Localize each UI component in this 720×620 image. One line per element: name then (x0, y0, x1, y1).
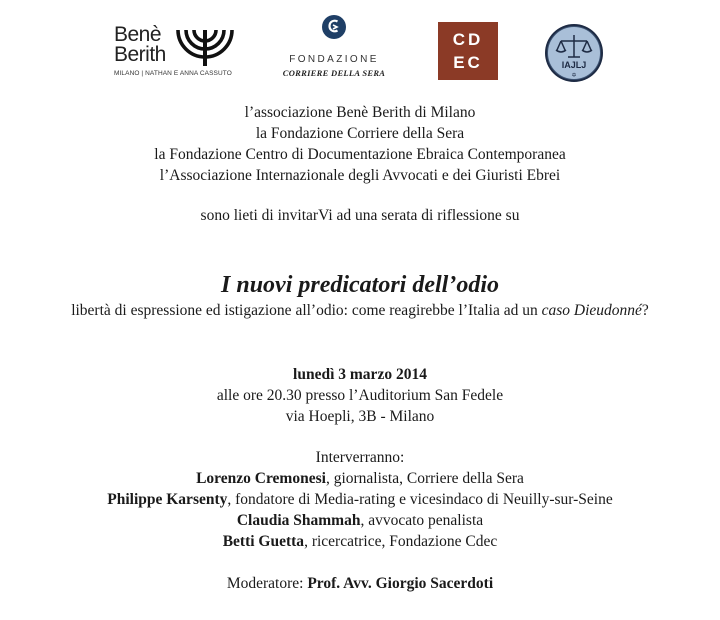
speaker-line (0, 534, 720, 550)
event-subtitle (0, 303, 720, 319)
event-title: I nuovi predicatori dell’odio (221, 272, 499, 298)
star-of-david-icon: ✡ (571, 72, 577, 79)
speaker-role: , avvocato penalista (360, 512, 484, 529)
host-line: l’associazione Benè Berith di Milano (244, 104, 476, 121)
speaker-name: Betti Guetta (222, 533, 305, 550)
invite-line: sono lieti di invitarVi ad una serata di riflessione su (200, 207, 520, 224)
moderator-name: Prof. Avv. Giorgio Sacerdoti (307, 575, 494, 592)
cdec-logo-row1: CD (452, 30, 484, 49)
speaker-line (0, 513, 720, 529)
logo-bar (0, 0, 720, 90)
speaker-name: Lorenzo Cremonesi (196, 470, 326, 487)
menorah-arcs-icon (174, 26, 236, 68)
bene-berith-logo (114, 22, 238, 82)
bene-berith-logo-word1: Benè (114, 23, 162, 46)
host-line: la Fondazione Corriere della Sera (255, 125, 465, 142)
speaker-role: , ricercatrice, Fondazione Cdec (304, 533, 498, 550)
speaker-line (0, 492, 720, 508)
speakers-heading: Interverranno: (315, 449, 405, 466)
iajlj-seal-logo (544, 23, 604, 83)
speaker-line (0, 471, 720, 487)
host-line: l’Associazione Internazionale degli Avvocati e dei Giuristi Ebrei (159, 167, 561, 184)
speaker-role: , fondatore di Media-rating e vicesindaco di Neuilly-sur-Seine (227, 491, 613, 508)
fondazione-logo-line2: CORRIERE DELLA SERA (282, 68, 386, 78)
event-time-place: alle ore 20.30 presso l’Auditorium San Fedele (216, 387, 504, 404)
cdec-logo (438, 22, 498, 80)
event-subtitle-suffix: ? (641, 302, 649, 319)
bene-berith-logo-word2: Berith (114, 43, 166, 66)
fondazione-emblem-icon (321, 14, 347, 40)
event-subtitle-italic: caso Dieudonné (541, 302, 642, 319)
fondazione-logo-line1: FONDAZIONE (289, 54, 379, 65)
event-date: lunedì 3 marzo 2014 (293, 366, 427, 383)
speaker-name: Philippe Karsenty (107, 491, 228, 508)
event-subtitle-prefix: libertà di espressione ed istigazione all’odio: come reagirebbe l’Italia ad un (71, 302, 542, 319)
iajlj-seal-text: IAJLJ (561, 60, 587, 70)
cdec-logo-row2: EC (453, 53, 483, 72)
bene-berith-logo-subtitle: MILANO | NATHAN E ANNA CASSUTO (114, 70, 232, 77)
event-address: via Hoepli, 3B - Milano (285, 408, 435, 425)
speaker-name: Claudia Shammah (236, 512, 361, 529)
moderator-line (0, 576, 720, 592)
fondazione-logo (278, 14, 390, 78)
moderator-label: Moderatore: (226, 575, 308, 592)
host-line: la Fondazione Centro di Documentazione Ebraica Contemporanea (154, 146, 566, 163)
speaker-role: , giornalista, Corriere della Sera (325, 470, 524, 487)
